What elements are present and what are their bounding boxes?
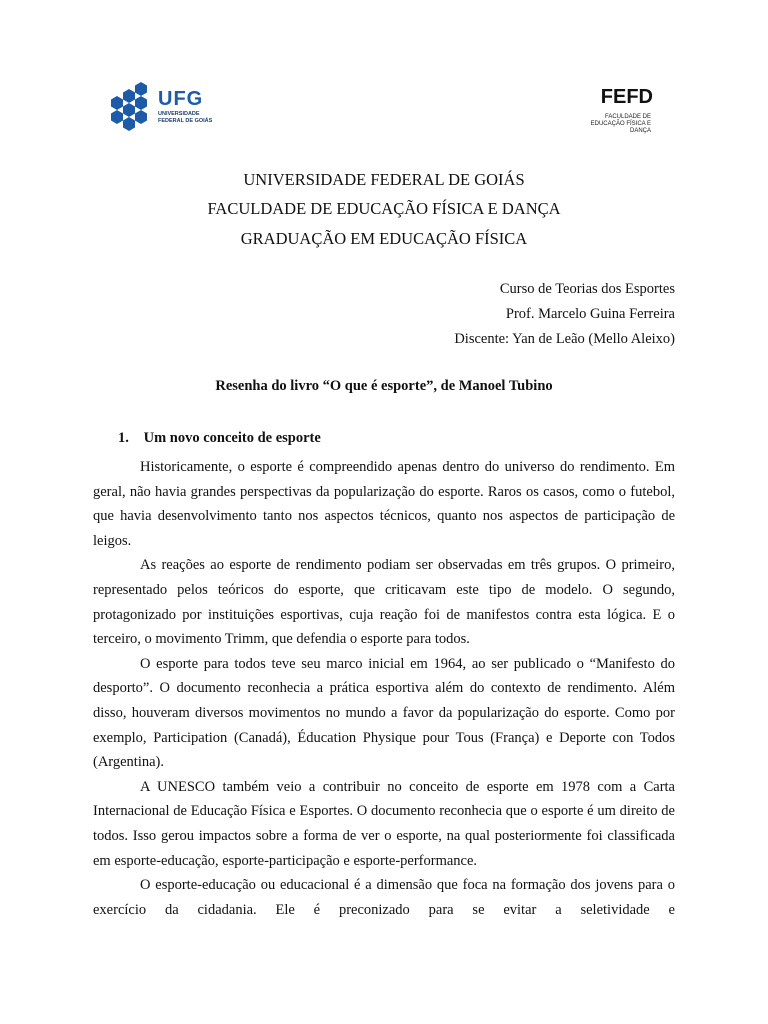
professor-name: Prof. Marcelo Guina Ferreira [505,306,675,322]
document-title: Resenha do livro “O que é esporte”, de Manoel Tubino [215,378,553,394]
ufg-logo [106,80,226,132]
document-body [93,455,675,922]
paragraph: As reações ao esporte de rendimento podiam ser observadas em três grupos. O primeiro, representado pelos teóricos do esporte, que criticavam este tipo de modelo. O segundo, protagonizado por instituições esportivas, cuja reação foi de manifestos contra esta lógica. E o terceiro, o movimento Trimm, que defendia o esporte para todos. [93,557,675,648]
paragraph: O esporte-educação ou educacional é a dimensão que foca na formação dos jovens para o exercício da cidadania. Ele é preconizado para se evitar a seletividade e [93,877,675,918]
section-title: Um novo conceito de esporte [143,430,321,446]
paragraph: A UNESCO também veio a contribuir no conceito de esporte em 1978 com a Carta Internacional de Educação Física e Esportes. O documento reconhecia que o esporte é um direito de todos. Isso gerou impactos sobre a forma de ver o esporte, na qual posteriormente foi classificada em esporte-educação, esporte-participação e esporte-performance. [93,778,675,869]
section-number: 1. [118,430,129,446]
fefd-logo-subtitle: FACULDADE DE EDUCAÇÃO FÍSICA E DANÇA [590,114,651,134]
ufg-logo-text: UFG [158,88,204,110]
paragraph: O esporte para todos teve seu marco inicial em 1964, ao ser publicado o “Manifesto do desporto”. O documento reconhecia a prática esportiva além do contexto de rendimento. Além disso, houveram diversos movimentos no mundo a favor da popularização do esporte. Como por exemplo, Participation (Canadá), Éducation Physique pour Tous (França) e Deporte con Todos (Argentina). [93,655,675,771]
paragraph: Historicamente, o esporte é compreendido apenas dentro do universo do rendimento. Em geral, não havia grandes perspectivas da popularização do esporte. Raros os casos, como o futebol, que havia desenvolvimento tanto nos aspectos técnicos, quanto nos aspectos de participação de leigos. [93,459,675,549]
ufg-hexagon-icon [106,80,156,132]
faculty-name: FACULDADE DE EDUCAÇÃO FÍSICA E DANÇA [207,199,561,218]
ufg-logo-subtitle: UNIVERSIDADE FEDERAL DE GOIÁS [158,111,213,124]
course-name: Curso de Teorias dos Esportes [499,281,675,297]
student-name: Discente: Yan de Leão (Mello Aleixo) [454,331,675,347]
university-name: UNIVERSIDADE FEDERAL DE GOIÁS [243,170,525,189]
program-name: GRADUAÇÃO EM EDUCAÇÃO FÍSICA [240,229,528,248]
section-heading [118,430,321,447]
fefd-logo [570,86,680,132]
fefd-logo-text: FEFD [600,86,653,108]
